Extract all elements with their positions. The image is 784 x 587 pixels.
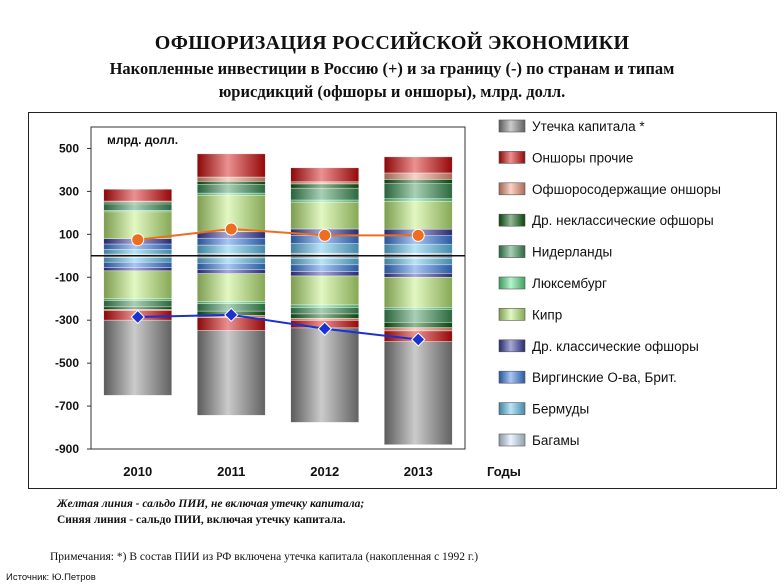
legend-swatch	[499, 308, 525, 320]
y-tick-label: 100	[58, 227, 79, 242]
y-tick-label: -300	[54, 313, 79, 328]
bar-segment-positive	[104, 189, 172, 201]
bar-segment-positive	[384, 179, 452, 183]
note-blue-line: Синяя линия - сальдо ПИИ, включая утечку капитала.	[57, 514, 346, 526]
line-marker-circle	[412, 229, 424, 241]
y-tick-label: 300	[58, 184, 79, 199]
legend-label: Оншоры прочие	[532, 150, 634, 166]
legend-swatch	[499, 214, 525, 226]
bar-segment-negative	[384, 309, 452, 322]
bar-segment-positive	[384, 173, 452, 179]
chart-subtitle-line2: юрисдикций (офшоры и оншоры), млрд. долл.	[218, 82, 566, 101]
bar-segment-positive	[384, 184, 452, 199]
line-marker-circle	[225, 223, 237, 235]
bar-segment-negative	[384, 258, 452, 264]
bar-segment-positive	[384, 244, 452, 253]
legend-label: Виргинские О-ва, Брит.	[532, 370, 677, 386]
legend-swatch	[499, 434, 525, 446]
bar-segment-negative	[291, 305, 359, 308]
legend-label: Офшоросодержащие оншоры	[532, 181, 721, 197]
bar-segment-negative	[291, 318, 359, 320]
x-tick-label: 2012	[310, 464, 340, 479]
bar-segment-negative	[291, 276, 359, 305]
bar-segment-negative	[291, 265, 359, 272]
bar-segment-negative	[384, 277, 452, 307]
bar-segment-negative	[291, 308, 359, 314]
bar-segment-negative	[197, 258, 265, 263]
y-tick-label: -700	[54, 399, 79, 414]
bar-segment-positive	[291, 200, 359, 202]
legend-label: Нидерланды	[532, 244, 613, 260]
bar-segment-positive	[291, 168, 359, 182]
legend-swatch	[499, 340, 525, 352]
unit-label: млрд. долл.	[107, 133, 179, 147]
y-tick-label: 500	[58, 141, 79, 156]
y-tick-label: -100	[54, 270, 79, 285]
bar-segment-positive	[384, 201, 452, 229]
bar-segment-positive	[291, 244, 359, 254]
note-yellow-line: Желтая линия - сальдо ПИИ, не включая утечку капитала;	[57, 498, 365, 510]
bar-segment-negative	[291, 328, 359, 422]
chart-subtitle-line1: Накопленные инвестиции в Россию (+) и за границу (-) по странам и типам	[109, 59, 675, 78]
source-credit: Источник: Ю.Петров	[6, 572, 96, 583]
bar-segment-positive	[197, 154, 265, 177]
legend-swatch	[499, 183, 525, 195]
line-marker-circle	[132, 234, 144, 246]
bar-segment-negative	[197, 274, 265, 302]
bar-segment-negative	[291, 272, 359, 276]
bar-segment-positive	[384, 157, 452, 173]
bar-segment-positive	[197, 238, 265, 245]
stacked-bar-chart	[29, 113, 776, 488]
bar-segment-positive	[291, 184, 359, 188]
bar-segment-negative	[384, 328, 452, 331]
bar-segment-negative	[291, 314, 359, 318]
balance-line-0	[138, 229, 419, 240]
legend-swatch	[499, 277, 525, 289]
legend-swatch	[499, 151, 525, 163]
legend-label: Кипр	[532, 307, 563, 323]
bar-segment-negative	[104, 320, 172, 395]
legend-swatch	[499, 120, 525, 132]
bar-segment-positive	[291, 182, 359, 184]
bar-segment-negative	[104, 307, 172, 310]
legend-label: Бермуды	[532, 401, 590, 417]
legend-swatch	[499, 403, 525, 415]
bar-segment-negative	[384, 307, 452, 309]
bar-segment-positive	[197, 193, 265, 195]
bar-segment-negative	[384, 273, 452, 277]
x-tick-label: 2010	[123, 464, 153, 479]
chart-frame	[28, 112, 777, 489]
bar-segment-negative	[197, 331, 265, 416]
legend-swatch	[499, 246, 525, 258]
bar-segment-positive	[197, 185, 265, 194]
line-marker-circle	[319, 229, 331, 241]
bar-segment-positive	[197, 181, 265, 184]
bar-segment-negative	[104, 262, 172, 267]
bar-segment-positive	[291, 188, 359, 200]
x-tick-label: 2013	[403, 464, 433, 479]
bar-segment-negative	[384, 322, 452, 327]
y-tick-label: -500	[54, 356, 79, 371]
bar-segment-negative	[384, 265, 452, 274]
legend-label: Др. классические офшоры	[532, 338, 699, 354]
chart-title: ОФШОРИЗАЦИЯ РОССИЙСКОЙ ЭКОНОМИКИ	[154, 32, 630, 54]
bar-segment-positive	[104, 249, 172, 254]
bar-segment-negative	[104, 300, 172, 306]
bar-segment-positive	[384, 199, 452, 202]
bar-segment-positive	[197, 177, 265, 181]
bar-segment-negative	[104, 268, 172, 271]
legend-label: Утечка капитала *	[532, 119, 645, 134]
footnote-remark: Примечания: *) В состав ПИИ из РФ включена утечка капитала (накопленная с 1992 г.)	[50, 551, 479, 563]
bar-segment-negative	[197, 263, 265, 269]
legend-swatch	[499, 371, 525, 383]
bar-segment-positive	[197, 245, 265, 254]
bar-segment-negative	[104, 258, 172, 263]
bar-segment-negative	[291, 258, 359, 264]
bar-segment-positive	[104, 204, 172, 210]
legend-label: Др. неклассические офшоры	[532, 213, 714, 229]
bar-segment-negative	[384, 342, 452, 445]
bar-segment-positive	[291, 202, 359, 229]
x-axis-title: Годы	[487, 464, 521, 479]
legend-label: Багамы	[532, 433, 580, 448]
balance-line-1	[138, 315, 419, 340]
y-tick-label: -900	[54, 442, 79, 456]
bar-segment-negative	[104, 271, 172, 299]
bar-segment-negative	[197, 270, 265, 274]
x-tick-label: 2011	[217, 464, 246, 479]
bar-segment-negative	[197, 302, 265, 304]
legend-label: Люксембург	[532, 276, 607, 291]
